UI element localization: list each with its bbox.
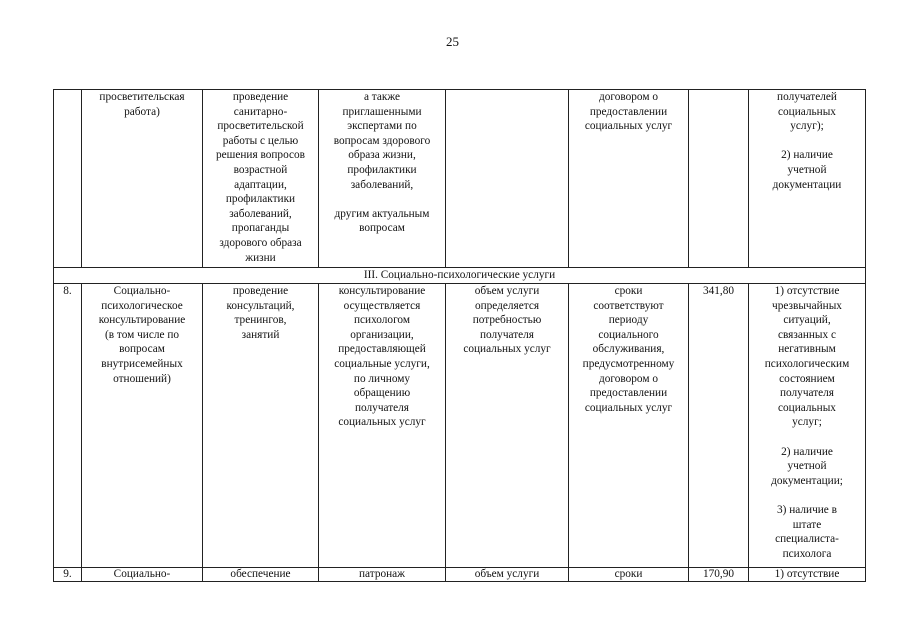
cell-text-line: услуг); <box>790 120 824 133</box>
cell-text-line: социальных услуг <box>584 401 673 414</box>
cell-text-line: Социально- <box>113 568 171 580</box>
cell-text-line: просветительской <box>217 120 304 133</box>
cell-text-line: предоставлении <box>589 105 668 118</box>
cell-text-line: адаптации, <box>234 178 287 191</box>
cell-text-line: учетной <box>787 460 827 473</box>
cell-text-line: чрезвычайных <box>772 299 842 312</box>
cell-text-line: экспертами по <box>347 120 417 133</box>
cell-text-line: объем услуги <box>474 285 540 297</box>
cell-service-name <box>82 90 203 268</box>
cell-service-volume <box>446 90 569 268</box>
cell-text-line: договором о <box>598 372 658 385</box>
cell-text-line: сроки <box>614 568 643 580</box>
cell-text-line: социальных <box>778 105 836 118</box>
cell-text-line: приглашенными <box>342 105 422 118</box>
cell-text-line: предоставлении <box>589 387 668 400</box>
table-row-9 <box>54 568 866 582</box>
cell-service-price <box>689 90 749 268</box>
cell-text-line: социальных <box>778 401 836 414</box>
cell-service-provider <box>319 90 446 268</box>
cell-text-line: здорового образа <box>219 236 302 249</box>
cell-service-provider <box>319 284 446 568</box>
cell-text-line: социального <box>598 328 659 341</box>
cell-text-line: консультирование <box>98 314 186 327</box>
cell-text-line: просветительская <box>99 91 185 103</box>
cell-service-content <box>203 568 319 582</box>
cell-service-content <box>203 90 319 268</box>
cell-number: 9. <box>54 568 82 582</box>
cell-text-line: консультаций, <box>226 299 295 312</box>
cell-text-line: 1) отсутствие <box>774 568 840 580</box>
cell-text-line: работа) <box>124 105 160 118</box>
cell-text-line: периоду <box>608 314 649 327</box>
cell-service-provider <box>319 568 446 582</box>
cell-text-line: психолога <box>782 547 832 560</box>
cell-text-line: санитарно- <box>233 105 288 118</box>
cell-text-line: тренингов, <box>234 314 287 327</box>
cell-text-line: возрастной <box>233 163 288 176</box>
cell-service-content <box>203 284 319 568</box>
cell-text-line: потребностью <box>472 314 542 327</box>
cell-text-line: патронаж <box>358 568 405 580</box>
cell-service-name <box>82 568 203 582</box>
cell-text-line: состоянием <box>779 372 835 385</box>
cell-service-volume <box>446 284 569 568</box>
cell-text-line: социальных услуг <box>463 343 551 356</box>
cell-text-line: консультирование <box>338 285 426 297</box>
cell-text-line: 2) наличие <box>781 445 833 458</box>
cell-text-line: Социально- <box>113 285 171 297</box>
cell-text-line: профилактики <box>347 163 417 176</box>
cell-text-line: обеспечение <box>230 568 291 580</box>
cell-text-line: обращению <box>353 387 411 400</box>
cell-text-line: штате <box>792 518 822 531</box>
section-title: III. Социально-психологические услуги <box>54 268 866 284</box>
cell-text-line: специалиста- <box>775 533 839 546</box>
cell-text-line: соответствуют <box>593 299 664 312</box>
cell-text-line: социальных услуг <box>584 120 673 133</box>
cell-text-line: предусмотренному <box>582 357 675 370</box>
cell-text-line: объем услуги <box>474 568 540 580</box>
cell-text-line: договором о <box>598 91 658 103</box>
page-number: 25 <box>446 34 459 49</box>
cell-text-line: а также <box>363 91 401 103</box>
cell-text-line: получателей <box>777 91 837 103</box>
cell-text-line: профилактики <box>225 193 296 206</box>
table-row-continuation <box>54 90 866 268</box>
services-table <box>53 89 866 582</box>
cell-number: 8. <box>54 284 82 568</box>
cell-text-line: занятий <box>241 328 280 341</box>
cell-service-terms <box>569 90 689 268</box>
cell-text-line: 2) наличие <box>781 149 833 162</box>
cell-text-line: проведение <box>232 91 289 103</box>
cell-text-line: сроки <box>614 285 643 297</box>
cell-service-name <box>82 284 203 568</box>
cell-text-line: проведение <box>232 285 289 297</box>
cell-text-line: вопросам <box>119 343 165 356</box>
cell-text-line: решения вопросов <box>215 149 305 162</box>
cell-text-line: работы с целью <box>222 134 299 147</box>
cell-text-line: услуг; <box>792 416 822 429</box>
cell-text-line: вопросам здорового <box>333 134 431 147</box>
cell-text-line: организации, <box>350 328 414 341</box>
cell-text-line: документации; <box>771 474 843 487</box>
cell-text-line: психологом <box>353 314 411 327</box>
cell-text-line: ситуаций, <box>783 314 831 327</box>
cell-text-line: получателя <box>479 328 535 341</box>
cell-text-line: получателя <box>779 387 835 400</box>
cell-text-line: вопросам <box>359 222 405 235</box>
section-header-row <box>54 268 866 284</box>
cell-number <box>54 90 82 268</box>
cell-quality-indicators <box>749 568 866 582</box>
cell-text-line: осуществляется <box>343 299 421 312</box>
cell-text-line: по личному <box>353 372 411 385</box>
cell-text-line: 3) наличие в <box>777 503 837 516</box>
cell-text-line: социальные услуги, <box>334 357 430 370</box>
cell-text-line: предоставляющей <box>338 343 426 356</box>
cell-service-price: 170,90 <box>689 568 749 582</box>
cell-text-line: пропаганды <box>231 222 290 235</box>
cell-text-line: заболеваний, <box>229 207 292 220</box>
cell-text-line: документации <box>772 178 842 191</box>
cell-quality-indicators <box>749 90 866 268</box>
cell-text-line: отношений) <box>113 372 171 385</box>
cell-text-line: получателя <box>354 401 410 414</box>
cell-text-line: внутрисемейных <box>101 357 183 370</box>
cell-service-terms <box>569 568 689 582</box>
cell-quality-indicators <box>749 284 866 568</box>
cell-text-line: учетной <box>787 163 827 176</box>
cell-text-line: определяется <box>474 299 540 312</box>
cell-service-terms <box>569 284 689 568</box>
table-row-8 <box>54 284 866 568</box>
cell-text-line: 1) отсутствие <box>774 285 840 297</box>
cell-text-line: обслуживания, <box>592 343 665 356</box>
cell-text-line: негативным <box>778 343 836 356</box>
cell-text-line: психологическим <box>764 357 850 370</box>
cell-text-line: связанных с <box>777 328 837 341</box>
cell-text-line: заболеваний, <box>350 178 414 191</box>
cell-service-volume <box>446 568 569 582</box>
cell-text-line: другим актуальным <box>334 207 430 220</box>
cell-text-line: психологическое <box>101 299 183 312</box>
cell-text-line: (в том числе по <box>104 328 180 341</box>
cell-text-line: жизни <box>245 251 276 264</box>
cell-text-line: социальных услуг <box>338 416 426 429</box>
cell-text-line: образа жизни, <box>348 149 416 162</box>
cell-service-price: 341,80 <box>689 284 749 568</box>
